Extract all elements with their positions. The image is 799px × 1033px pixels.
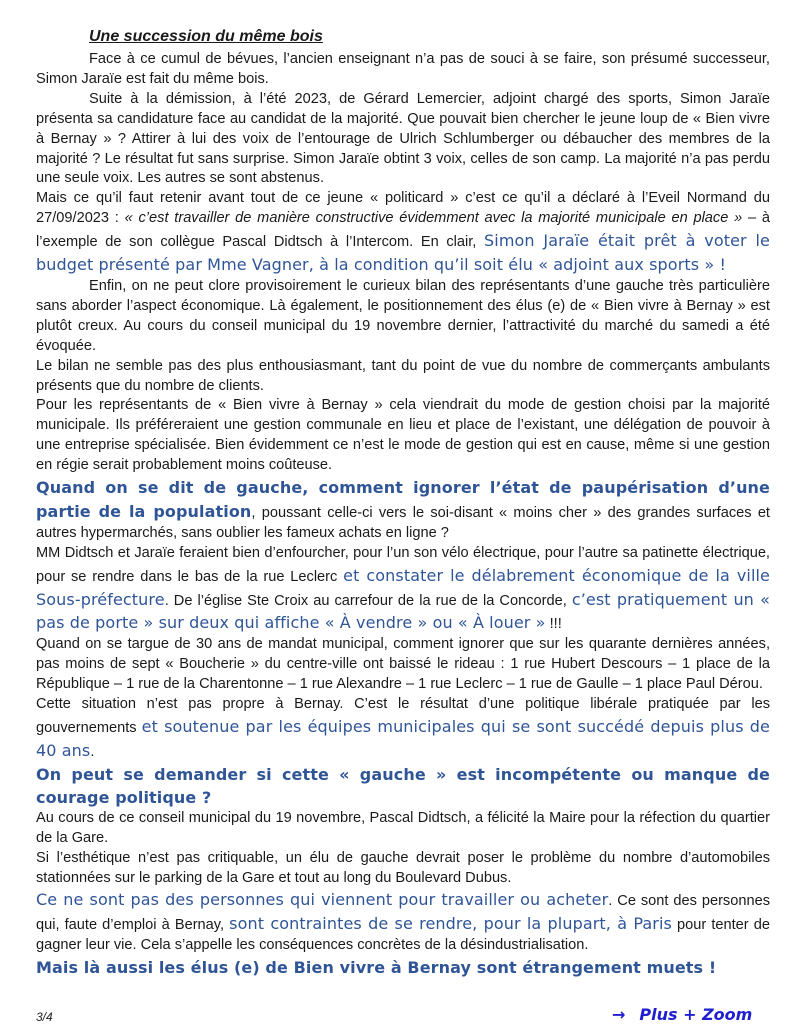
paragraph-8-text: MM Didtsch et Jaraïe feraient bien d’enfourcher, pour l’un son vélo électrique, pour l’autre sa patinette électrique, pour se rendre dans le bas de la rue Leclerc xyxy=(36,544,770,585)
paragraph-7 xyxy=(36,476,770,544)
article xyxy=(36,26,770,979)
paragraph-2: Suite à la démission, à l’été 2023, de Gérard Lemercier, adjoint chargé des sports, Simon Jaraïe présenta sa candidature face au candidat de la majorité. Que pouvait bien chercher le jeune loup de « Bien vivre à Bernay » ? Attirer à lui des voix de l’entourage de Ulrich Schlumberger ou débaucher des membres de la majorité ? Le résultat fut sans surprise. Simon Jaraïe obtint 3 voix, celles de son camp. La majorité n’a pas perdu une seule voix. Les autres se sont abstenus. xyxy=(36,90,770,187)
arrow-right-icon: → xyxy=(612,1005,626,1024)
highlight-question-gauche: On peut se demander si cette « gauche » est incompétente ou manque de courage politique ? xyxy=(36,764,770,807)
plus-zoom-label: Plus + Zoom xyxy=(639,1005,753,1024)
paragraph-5: Le bilan ne semble pas des plus enthousiasmant, tant du point de vue du nombre de commerçants ambulants présents que du nombre de clients. xyxy=(36,357,770,394)
paragraph-3-text: Mais ce qu’il faut retenir avant tout de ce jeune « politicard » c’est ce qu’il a déclaré à l’Eveil Normand du 27/09/2023 : xyxy=(36,190,770,227)
paragraph-14 xyxy=(36,888,770,956)
highlight-equipes-municipales: et soutenue par les équipes municipales qui se sont succédé depuis plus de 40 ans xyxy=(36,717,770,760)
quote-eveil-normand: « c’est travailler de manière constructive évidemment avec la majorité municipale en place » xyxy=(124,210,743,227)
paragraph-1: Face à ce cumul de bévues, l’ancien enseignant n’a pas de souci à se faire, son présumé successeur, Simon Jaraïe est fait du même bois. xyxy=(36,51,770,87)
paragraph-9: Quand on se targue de 30 ans de mandat municipal, comment ignorer que sur les quarante dernières années, pas moins de sept « Boucherie » du centre-ville ont baissé le rideau : 1 rue Hubert Descours – 1 place de la République – 1 rue de la Charentonne – 1 rue Alexandre – 1 rue Leclerc – 1 rue de Gaulle – 1 place Paul Dérou. xyxy=(36,636,770,693)
paragraph-10-text: Cette situation n’est pas propre à Bernay. C’est le résultat d’une politique libérale pratiquée par les gouvernements xyxy=(36,696,770,736)
highlight-pas-de-porte: c’est pratiquement un « pas de porte » sur deux qui affiche « À vendre » ou « À louer » xyxy=(36,589,770,633)
paragraph-13: Si l’esthétique n’est pas critiquable, un élu de gauche devrait poser le problème du nombre d’automobiles stationnées sur le parking de la Gare et tout au long du Boulevard Dubus. xyxy=(36,849,770,886)
paragraph-4: Enfin, on ne peut clore provisoirement le curieux bilan des représentants d’une gauche très particulière sans aborder l’aspect économique. Là également, le positionnement des élus (e) de « Bien vivre à Bernay » est plutôt creux. Au cours du conseil municipal du 19 novembre dernier, l’attractivité du marché du samedi a été évoquée. xyxy=(36,277,770,354)
highlight-delabrement: et constater le délabrement économique de la ville Sous-préfecture xyxy=(36,565,770,609)
paragraph-12: Au cours de ce conseil municipal du 19 novembre, Pascal Didtsch, a félicité la Maire pour la réfection du quartier de la Gare. xyxy=(36,809,770,846)
paragraph-3-text-b: – à l’exemple de son collègue Pascal Didtsch à l’Intercom. En clair, xyxy=(36,210,770,251)
highlight-muets: Mais là aussi les élus (e) de Bien vivre à Bernay sont étrangement muets ! xyxy=(36,958,717,978)
paragraph-8-text-c: !!! xyxy=(545,616,562,633)
highlight-paris: sont contraintes de se rendre, pour la plupart, à Paris xyxy=(229,914,672,934)
paragraph-14-text-b: pour tenter de gagner leur vie. Cela s’appelle les conséquences concrètes de la désindustrialisation. xyxy=(36,917,770,954)
page-number: 3/4 xyxy=(36,1010,53,1024)
paragraph-10 xyxy=(36,695,770,763)
paragraph-6: Pour les représentants de « Bien vivre à Bernay » cela viendrait du mode de gestion choisi par la majorité municipale. Ils préféreraient une gestion communale en lieu et place de l’existant, une délégation de pouvoir à une entreprise spécialisée. Bien évidemment ce n’est le mode de gestion qui est en cause, même si une gestion en régie serait probablement moins coûteuse. xyxy=(36,397,770,474)
highlight-pauperisation: Quand on se dit de gauche, comment ignorer l’état de paupérisation d’une partie de la population xyxy=(36,478,770,521)
paragraph-3 xyxy=(36,189,770,277)
highlight-personnes: Ce ne sont pas des personnes qui viennent pour travailler ou acheter xyxy=(36,890,609,910)
paragraph-7-text: , poussant celle-ci vers le soi-disant « moins cher » des grandes surfaces et autres hypermarchés, sans oublier les fameux achats en ligne ? xyxy=(36,504,770,541)
paragraph-8 xyxy=(36,544,770,636)
paragraph-8-text-b: . De l’église Ste Croix au carrefour de la rue de la Concorde, xyxy=(164,592,572,609)
paragraph-14-text: . Ce sont des personnes qui, faute d’emploi à Bernay, xyxy=(36,893,770,934)
highlight-budget: Simon Jaraïe était prêt à voter le budget présenté par Mme Vagner, à la condition qu’il soit élu « adjoint aux sports » ! xyxy=(36,231,770,275)
plus-zoom-link[interactable] xyxy=(612,1005,752,1024)
section-title: Une succession du même bois xyxy=(89,28,323,45)
paragraph-10-text-b: . xyxy=(90,743,95,760)
